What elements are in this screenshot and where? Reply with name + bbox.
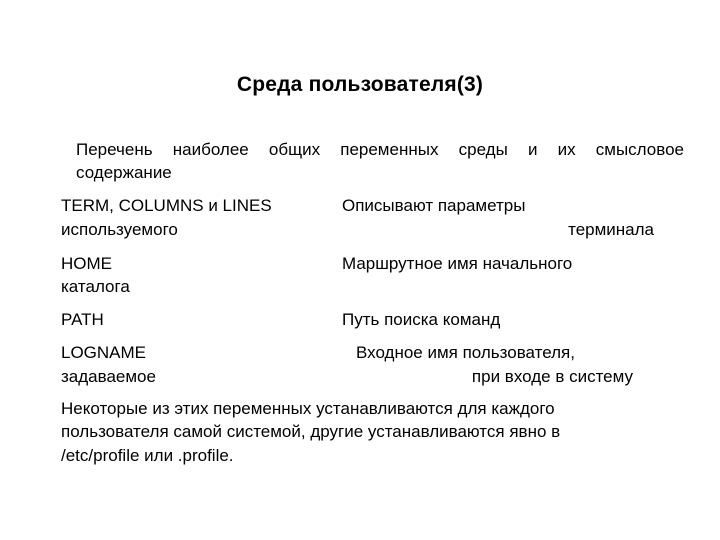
- variable-name-continuation: задаваемое: [61, 367, 156, 386]
- variable-description: Описывают параметры: [342, 196, 526, 215]
- variable-description: Входное имя пользователя,: [356, 343, 575, 362]
- footer-text-line-1: Некоторые из этих переменных устанавливаются для каждого: [61, 399, 555, 418]
- variable-description-continuation: терминала: [568, 220, 654, 239]
- variable-description: Маршрутное имя начального: [342, 254, 573, 273]
- variable-name: LOGNAME: [61, 343, 147, 362]
- footer-text-line-2: пользователя самой системой, другие устанавливаются явно в: [61, 422, 561, 441]
- variable-name: TERM, COLUMNS и LINES: [61, 196, 272, 215]
- variable-description-continuation: при входе в систему: [471, 367, 633, 386]
- page-title: Среда пользователя(3): [236, 73, 484, 96]
- intro-text-line-1: Перечень наиболее общих переменных среды и их смысловое: [76, 140, 684, 159]
- footer-text-line-3: /etc/profile или .profile.: [61, 446, 234, 465]
- intro-text-line-2: содержание: [76, 163, 172, 182]
- variable-name-continuation: используемого: [61, 220, 178, 239]
- variable-description: Путь поиска команд: [342, 310, 501, 329]
- variable-name-continuation: каталога: [61, 277, 130, 296]
- variable-name: HOME: [61, 254, 112, 273]
- variable-name: PATH: [61, 310, 104, 329]
